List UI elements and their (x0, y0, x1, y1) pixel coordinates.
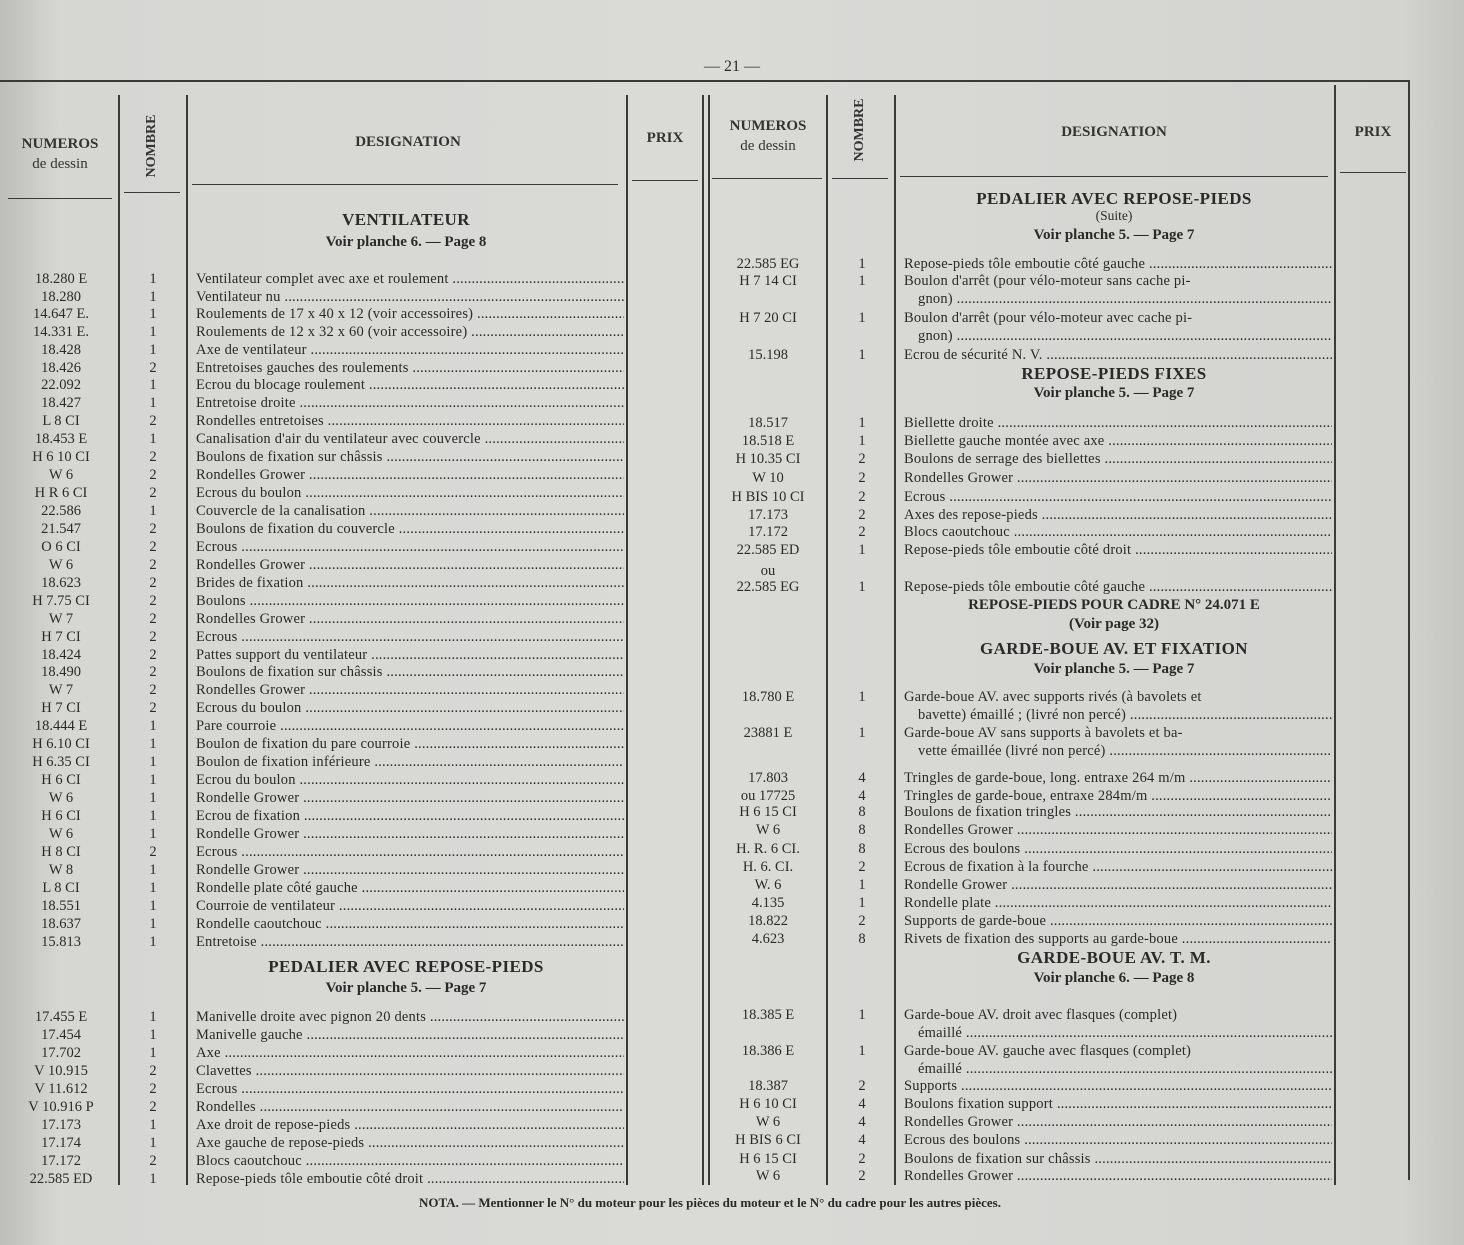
part-quantity: 1 (149, 289, 157, 305)
part-designation-cont: émaillé ..... (918, 1024, 1332, 1042)
part-quantity: 2 (858, 524, 866, 540)
part-number: W 6 (48, 467, 74, 483)
part-quantity: 2 (149, 611, 157, 627)
part-quantity: 1 (149, 1027, 157, 1043)
part-designation: Rivets de fixation des supports au garde-boue ..... (904, 930, 1332, 948)
part-number: ou 17725 (740, 788, 796, 804)
section-subtitle: Voir planche 5. — Page 7 (325, 980, 487, 996)
part-quantity: 2 (149, 521, 157, 537)
part-number: 18.490 (41, 664, 81, 680)
section-subtitle: Voir planche 5. — Page 7 (1033, 661, 1195, 677)
part-quantity: 1 (858, 895, 866, 911)
part-designation: Ecrous du boulon ..... (196, 699, 624, 717)
part-number: L 8 CI (42, 413, 80, 429)
part-number: H 6 CI (41, 808, 81, 824)
part-quantity: 1 (149, 1171, 157, 1187)
part-quantity: 1 (149, 772, 157, 788)
part-designation: Rondelle caoutchouc ..... (196, 915, 624, 933)
part-designation: Repose-pieds tôle emboutie côté gauche ..... (904, 255, 1332, 273)
section-note: (Suite) (1095, 208, 1133, 223)
part-quantity: 2 (149, 682, 157, 698)
part-designation: Rondelles Grower ..... (904, 469, 1332, 487)
part-designation: Canalisation d'air du ventilateur avec couvercle ..... (196, 430, 624, 448)
part-designation: Pattes support du ventilateur ..... (196, 646, 624, 664)
part-designation: Rondelles Grower ..... (196, 610, 624, 628)
part-quantity: 1 (149, 898, 157, 914)
part-designation: Brides de fixation ..... (196, 574, 624, 592)
part-number: 17.702 (41, 1045, 81, 1061)
part-quantity: 1 (149, 916, 157, 932)
part-quantity: 1 (149, 1045, 157, 1061)
header-rule (1340, 172, 1406, 173)
part-designation: Boulon de fixation inférieure ..... (196, 753, 624, 771)
part-quantity: 2 (858, 1078, 866, 1094)
part-designation-cont: bavette) émaillé ; (livré non percé) ..... (918, 706, 1332, 724)
part-quantity: 2 (858, 451, 866, 467)
part-quantity: 1 (149, 808, 157, 824)
part-designation: Ecrou de fixation ..... (196, 807, 624, 825)
part-designation: Ecrou du boulon ..... (196, 771, 624, 789)
part-quantity: 1 (858, 1043, 866, 1059)
part-number: 22.585 ED (29, 1171, 93, 1187)
part-number: 18.385 E (741, 1007, 795, 1023)
part-quantity: 2 (858, 1168, 866, 1184)
part-designation: Supports de garde-boue ..... (904, 912, 1332, 930)
part-number: 18.822 (748, 913, 788, 929)
part-number: 18.427 (41, 395, 81, 411)
header-rule (712, 178, 822, 179)
part-number: H R 6 CI (34, 485, 88, 501)
part-quantity: 1 (858, 273, 866, 289)
part-number: 18.280 (41, 289, 81, 305)
part-designation: Garde-boue AV sans supports à bavolets et ba- (904, 725, 1183, 741)
part-designation: Rondelle Grower ..... (196, 789, 624, 807)
header-prix: PRIX (646, 130, 684, 146)
part-quantity: 1 (149, 395, 157, 411)
header-dessin-text: de dessin (32, 156, 88, 172)
part-designation: Garde-boue AV. droit avec flasques (complet) (904, 1007, 1178, 1023)
part-number: 18.424 (41, 647, 81, 663)
part-quantity: 2 (149, 360, 157, 376)
part-designation: Axe ..... (196, 1044, 624, 1062)
part-quantity: 1 (149, 934, 157, 950)
part-quantity: 8 (858, 822, 866, 838)
part-designation: Rondelle Grower ..... (196, 861, 624, 879)
part-number: O 6 CI (41, 539, 81, 555)
part-quantity: 1 (149, 826, 157, 842)
part-quantity: 8 (858, 804, 866, 820)
part-number: H 7 14 CI (739, 273, 797, 289)
part-quantity: 2 (149, 557, 157, 573)
part-designation: Rondelles Grower ..... (196, 466, 624, 484)
section-title: PEDALIER AVEC REPOSE-PIEDS (976, 189, 1252, 208)
part-number: H 7 CI (41, 700, 81, 716)
part-number: H BIS 6 CI (735, 1132, 801, 1148)
part-quantity: 2 (149, 1153, 157, 1169)
part-quantity: 4 (858, 1132, 866, 1148)
header-designation-right: DESIGNATION (1061, 124, 1167, 140)
part-quantity: 1 (858, 542, 866, 558)
part-designation: Entretoise ..... (196, 933, 624, 951)
part-quantity: 2 (858, 913, 866, 929)
part-number: W 6 (48, 557, 74, 573)
col-divider-4 (826, 95, 828, 1185)
part-designation: Boulons de fixation sur châssis ..... (196, 663, 624, 681)
part-number: H 6.10 CI (32, 736, 90, 752)
part-quantity: 2 (149, 664, 157, 680)
part-number: H 7.75 CI (32, 593, 90, 609)
part-number: 18.551 (41, 898, 81, 914)
part-quantity: 1 (858, 877, 866, 893)
part-number: H 6 10 CI (739, 1096, 797, 1112)
header-numeros-text: NUMEROS (729, 118, 807, 134)
part-designation: Boulon d'arrêt (pour vélo-moteur avec cache pi- (904, 310, 1193, 326)
header-dessin-text: de dessin (740, 138, 796, 154)
part-quantity: 2 (149, 485, 157, 501)
part-designation: Rondelle plate ..... (904, 894, 1332, 912)
part-designation: Ecrous ..... (196, 628, 624, 646)
part-number: 22.586 (41, 503, 81, 519)
part-quantity: 2 (149, 467, 157, 483)
part-quantity: 1 (149, 1117, 157, 1133)
part-number: W 6 (755, 822, 781, 838)
part-designation: Supports ..... (904, 1077, 1332, 1095)
header-prix-right: PRIX (1354, 124, 1392, 140)
header-numeros-text: NUMEROS (21, 136, 99, 152)
part-designation-cont: vette émaillée (livré non percé) ..... (918, 742, 1332, 760)
part-number: H 7 20 CI (739, 310, 797, 326)
part-number: W 7 (48, 611, 74, 627)
part-designation: Ecrous de fixation à la fourche ..... (904, 858, 1332, 876)
part-quantity: 1 (149, 324, 157, 340)
part-number: W 7 (48, 682, 74, 698)
part-designation: Rondelles Grower ..... (196, 681, 624, 699)
part-designation: Courroie de ventilateur ..... (196, 897, 624, 915)
part-number: L 8 CI (42, 880, 80, 896)
part-quantity: 2 (149, 449, 157, 465)
part-designation: Ecrous ..... (904, 488, 1332, 506)
part-quantity: 2 (149, 647, 157, 663)
part-number: H 10.35 CI (735, 451, 801, 467)
part-designation: Ecrou de sécurité N. V. ..... (904, 346, 1332, 364)
part-number: 17.173 (41, 1117, 81, 1133)
part-number: 22.092 (41, 377, 81, 393)
part-quantity: 2 (149, 413, 157, 429)
part-quantity: 2 (149, 1081, 157, 1097)
part-designation: Axe gauche de repose-pieds ..... (196, 1134, 624, 1152)
part-quantity: 2 (858, 489, 866, 505)
part-designation: Rondelle Grower ..... (904, 876, 1332, 894)
part-quantity: 2 (149, 700, 157, 716)
part-number: 14.331 E. (33, 324, 89, 340)
part-number: 17.174 (41, 1135, 81, 1151)
part-number: 23881 E (743, 725, 793, 741)
part-designation: Rondelles ..... (196, 1098, 624, 1116)
part-number: W 10 (752, 470, 784, 486)
part-number: 18.280 E (34, 271, 88, 287)
part-number: W 8 (48, 862, 74, 878)
part-quantity: 1 (149, 862, 157, 878)
header-rule (632, 180, 698, 181)
header-rule (832, 178, 888, 179)
section-title: VENTILATEUR (342, 210, 470, 229)
part-designation: Ecrous des boulons ..... (904, 840, 1332, 858)
part-designation: Axe droit de repose-pieds ..... (196, 1116, 624, 1134)
part-quantity: 4 (858, 788, 866, 804)
part-number: 15.813 (41, 934, 81, 950)
part-number: H. R. 6 CI. (736, 841, 800, 857)
part-designation: Boulons de fixation sur châssis ..... (904, 1150, 1332, 1168)
part-designation: Boulon de fixation du pare courroie ..... (196, 735, 624, 753)
part-number: 17.173 (748, 507, 788, 523)
part-number: H 8 CI (41, 844, 81, 860)
part-designation: Manivelle droite avec pignon 20 dents ..... (196, 1008, 624, 1026)
part-number: W 6 (755, 1114, 781, 1130)
header-rule (900, 176, 1328, 177)
part-designation: Boulons de serrage des biellettes ..... (904, 450, 1332, 468)
part-designation: Ecrous des boulons ..... (904, 1131, 1332, 1149)
part-designation: Boulon d'arrêt (pour vélo-moteur sans cache pi- (904, 273, 1191, 289)
part-number: 18.444 E (34, 718, 88, 734)
part-designation: Boulons de fixation sur châssis ..... (196, 448, 624, 466)
part-number: 18.387 (748, 1078, 788, 1094)
part-quantity: 1 (149, 1009, 157, 1025)
part-number: 4.135 (751, 895, 785, 911)
col-divider-3 (626, 95, 628, 1185)
part-designation: Manivelle gauche ..... (196, 1026, 624, 1044)
part-designation: Repose-pieds tôle emboutie côté gauche ..... (904, 578, 1332, 596)
part-designation: Garde-boue AV. avec supports rivés (à bavolets et (904, 689, 1202, 705)
section-subtitle: Voir planche 5. — Page 7 (1033, 227, 1195, 243)
part-designation: Rondelles Grower ..... (904, 821, 1332, 839)
part-quantity: 2 (149, 629, 157, 645)
part-quantity: 2 (858, 470, 866, 486)
section-title: GARDE-BOUE AV. ET FIXATION (980, 639, 1248, 658)
part-quantity: 1 (149, 431, 157, 447)
part-number: 17.454 (41, 1027, 81, 1043)
part-number: 18.517 (748, 415, 788, 431)
part-quantity: 1 (858, 310, 866, 326)
part-designation: Boulons de fixation du couvercle ..... (196, 520, 624, 538)
part-quantity: 1 (149, 754, 157, 770)
part-designation: Ventilateur complet avec axe et roulement ..... (196, 270, 624, 288)
part-designation: Couvercle de la canalisation ..... (196, 502, 624, 520)
part-number: 18.428 (41, 342, 81, 358)
section-subtitle: Voir planche 5. — Page 7 (1033, 385, 1195, 401)
part-number: V 11.612 (34, 1081, 88, 1097)
section-subtitle: (Voir page 32) (1069, 616, 1159, 632)
header-numeros (4, 134, 116, 174)
part-quantity: 1 (149, 718, 157, 734)
part-number: 18.637 (41, 916, 81, 932)
part-designation: Ventilateur nu ..... (196, 288, 624, 306)
part-number: 18.386 E (741, 1043, 795, 1059)
header-designation: DESIGNATION (355, 134, 461, 150)
part-number: H 7 CI (41, 629, 81, 645)
part-quantity: 8 (858, 931, 866, 947)
header-numeros-right (710, 116, 826, 156)
part-number: 21.547 (41, 521, 81, 537)
section-title: REPOSE-PIEDS POUR CADRE N° 24.071 E (968, 597, 1260, 613)
part-designation: Rondelle Grower ..... (196, 825, 624, 843)
part-number: 18.780 E (741, 689, 795, 705)
part-designation: Entretoise droite ..... (196, 394, 624, 412)
part-quantity: 1 (149, 271, 157, 287)
part-quantity: 2 (858, 1151, 866, 1167)
part-designation: Ecrous ..... (196, 1080, 624, 1098)
part-designation-cont: gnon) ..... (918, 290, 1332, 308)
part-number: 18.453 E (34, 431, 88, 447)
part-designation: Tringles de garde-boue, long. entraxe 264 m/m ..... (904, 769, 1332, 787)
section-title: REPOSE-PIEDS FIXES (1021, 364, 1207, 383)
part-quantity: 1 (149, 342, 157, 358)
part-number: 14.647 E. (33, 306, 89, 322)
part-number: H 6 10 CI (32, 449, 90, 465)
part-number: 22.585 ED (736, 542, 800, 558)
part-designation: Boulons ..... (196, 592, 624, 610)
part-quantity: 1 (858, 415, 866, 431)
part-number: 18.518 E (741, 433, 795, 449)
part-quantity: 1 (149, 503, 157, 519)
part-quantity: 1 (858, 689, 866, 705)
header-rule (192, 184, 618, 185)
part-designation: Ecrous du boulon ..... (196, 484, 624, 502)
part-number: ou (760, 563, 776, 579)
part-quantity: 2 (858, 507, 866, 523)
part-designation: Axe de ventilateur ..... (196, 341, 624, 359)
right-border (1408, 80, 1410, 1180)
part-designation: Blocs caoutchouc ..... (196, 1152, 624, 1170)
part-number: H 6 15 CI (739, 1151, 797, 1167)
part-quantity: 1 (149, 736, 157, 752)
part-quantity: 2 (149, 844, 157, 860)
part-number: 17.172 (748, 524, 788, 540)
part-number: H. 6. CI. (742, 859, 794, 875)
part-number: W 6 (755, 1168, 781, 1184)
header-nombre-right: NOMBRE (852, 98, 867, 162)
part-quantity: 2 (149, 575, 157, 591)
page-number: — 21 — (704, 58, 760, 75)
part-designation: Tringles de garde-boue, entraxe 284m/m ..... (904, 787, 1332, 805)
part-designation: Biellette droite ..... (904, 414, 1332, 432)
part-quantity: 2 (149, 1063, 157, 1079)
part-designation: Ecrous ..... (196, 843, 624, 861)
part-quantity: 1 (858, 725, 866, 741)
section-title: GARDE-BOUE AV. T. M. (1017, 948, 1211, 967)
part-designation: Rondelles Grower ..... (904, 1167, 1332, 1185)
part-quantity: 1 (858, 1007, 866, 1023)
col-divider-6 (1334, 85, 1336, 1185)
part-designation: Roulements de 17 x 40 x 12 (voir accessoires) ..... (196, 305, 624, 323)
part-number: V 10.915 (34, 1063, 88, 1079)
part-number: W 6 (48, 826, 74, 842)
part-designation: Clavettes ..... (196, 1062, 624, 1080)
part-number: 18.426 (41, 360, 81, 376)
part-designation-cont: gnon) ..... (918, 327, 1332, 345)
part-quantity: 4 (858, 1114, 866, 1130)
part-designation: Rondelles Grower ..... (904, 1113, 1332, 1131)
part-designation: Rondelle plate côté gauche ..... (196, 879, 624, 897)
part-quantity: 2 (858, 859, 866, 875)
part-quantity: 1 (149, 790, 157, 806)
part-quantity: 1 (858, 433, 866, 449)
part-designation: Repose-pieds tôle emboutie côté droit ..... (196, 1170, 624, 1188)
part-number: 22.585 EG (736, 579, 800, 595)
nota-footer: NOTA. — Mentionner le N° du moteur pour les pièces du moteur et le N° du cadre pour les autres pièces. (419, 1195, 1001, 1210)
part-number: W. 6 (754, 877, 782, 893)
part-designation: Garde-boue AV. gauche avec flasques (complet) (904, 1043, 1192, 1059)
part-designation: Blocs caoutchouc ..... (904, 523, 1332, 541)
part-quantity: 2 (149, 539, 157, 555)
part-quantity: 1 (149, 1135, 157, 1151)
part-number: H 6.35 CI (32, 754, 90, 770)
part-number: H 6 CI (41, 772, 81, 788)
section-subtitle: Voir planche 6. — Page 8 (1033, 970, 1195, 986)
part-designation: Rondelles entretoises ..... (196, 412, 624, 430)
part-designation: Repose-pieds tôle emboutie côté droit ..... (904, 541, 1332, 559)
center-divider-a (702, 95, 704, 1185)
part-designation-cont: émaillé ..... (918, 1060, 1332, 1078)
part-designation: Axes des repose-pieds ..... (904, 506, 1332, 524)
part-number: 17.803 (748, 770, 788, 786)
part-number: 17.172 (41, 1153, 81, 1169)
part-number: W 6 (48, 790, 74, 806)
section-title: PEDALIER AVEC REPOSE-PIEDS (268, 957, 544, 976)
part-number: H BIS 10 CI (731, 489, 805, 505)
col-divider-2 (186, 95, 188, 1185)
header-rule (8, 198, 112, 199)
part-designation: Ecrous ..... (196, 538, 624, 556)
part-designation: Rondelles Grower ..... (196, 556, 624, 574)
top-rule (0, 80, 1410, 82)
part-quantity: 1 (858, 347, 866, 363)
part-number: 4.623 (751, 931, 785, 947)
part-number: 22.585 EG (736, 256, 800, 272)
part-quantity: 1 (149, 377, 157, 393)
part-quantity: 1 (149, 880, 157, 896)
part-number: 18.623 (41, 575, 81, 591)
part-number: 17.455 E (34, 1009, 88, 1025)
part-number: V 10.916 P (28, 1099, 94, 1115)
part-quantity: 4 (858, 770, 866, 786)
part-designation: Roulements de 12 x 32 x 60 (voir accessoire) ..... (196, 323, 624, 341)
part-number: 15.198 (748, 347, 788, 363)
part-designation: Entretoises gauches des roulements ..... (196, 359, 624, 377)
part-quantity: 1 (149, 306, 157, 322)
part-designation: Boulons fixation support ..... (904, 1095, 1332, 1113)
part-designation: Ecrou du blocage roulement ..... (196, 376, 624, 394)
center-divider-b (708, 95, 710, 1185)
part-quantity: 2 (149, 593, 157, 609)
header-nombre: NOMBRE (144, 114, 159, 178)
part-designation: Boulons de fixation tringles ..... (904, 803, 1332, 821)
part-quantity: 1 (858, 579, 866, 595)
section-subtitle: Voir planche 6. — Page 8 (325, 234, 487, 250)
part-quantity: 4 (858, 1096, 866, 1112)
part-quantity: 8 (858, 841, 866, 857)
part-designation: Biellette gauche montée avec axe ..... (904, 432, 1332, 450)
part-number: H 6 15 CI (739, 804, 797, 820)
part-designation: Pare courroie ..... (196, 717, 624, 735)
part-quantity: 1 (858, 256, 866, 272)
part-quantity: 2 (149, 1099, 157, 1115)
